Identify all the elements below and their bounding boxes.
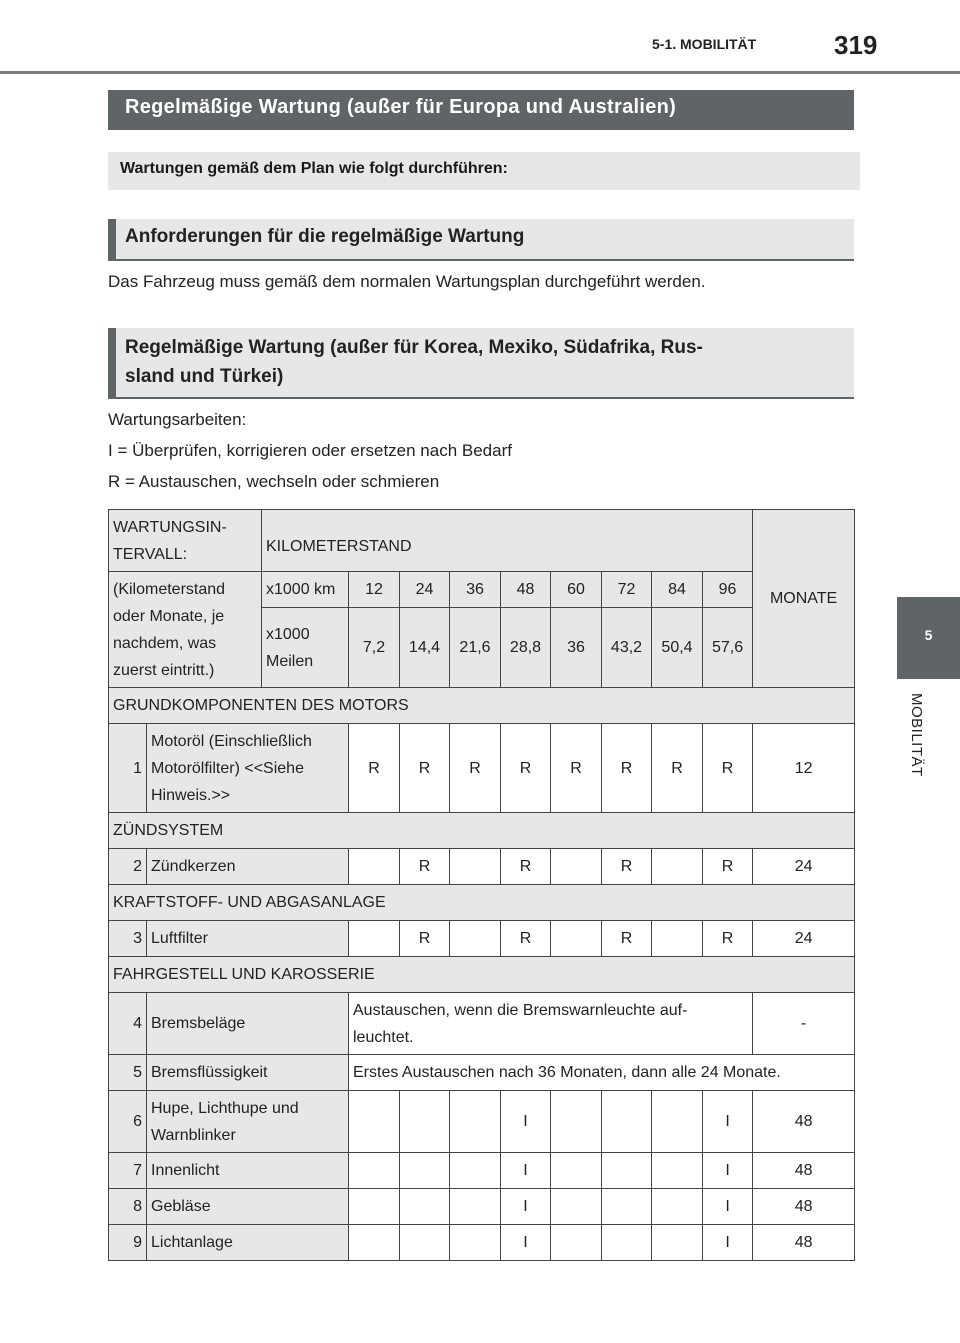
legend-r: R = Austauschen, wechseln oder schmieren: [108, 472, 440, 491]
service-cell: R: [703, 921, 753, 957]
category-row-ignition: ZÜNDSYSTEM: [109, 813, 855, 849]
service-cell: [551, 1225, 602, 1261]
service-cell: R: [602, 849, 652, 885]
service-cell: [551, 1091, 602, 1153]
item-number: 6: [109, 1091, 147, 1153]
item-name: Innenlicht: [147, 1153, 349, 1189]
service-cell: I: [501, 1189, 551, 1225]
service-cell: [450, 1189, 501, 1225]
chapter-tab: 5: [897, 597, 960, 679]
item-name: Zündkerzen: [147, 849, 349, 885]
mi-value: 36: [551, 608, 602, 688]
service-cell: I: [501, 1153, 551, 1189]
mi-value: 21,6: [450, 608, 501, 688]
schedule-heading-line2: sland und Türkei): [125, 366, 284, 387]
section-heading-requirements: Anforderungen für die regelmäßige Wartung: [108, 219, 854, 261]
service-cell: [652, 849, 703, 885]
service-cell: I: [703, 1153, 753, 1189]
km-header: KILOMETERSTAND: [262, 510, 753, 572]
km-value: 96: [703, 572, 753, 608]
service-cell: R: [703, 849, 753, 885]
header-rule: [0, 71, 960, 74]
service-cell: [349, 921, 400, 957]
service-cell: R: [602, 921, 652, 957]
service-cell: [349, 849, 400, 885]
service-cell: [652, 921, 703, 957]
item-name: Lichtanlage: [147, 1225, 349, 1261]
service-cell: I: [703, 1225, 753, 1261]
service-cell: [450, 1225, 501, 1261]
page-number: 319: [834, 30, 878, 60]
service-cell: [602, 1091, 652, 1153]
service-cell: [400, 1189, 450, 1225]
km-value: 84: [652, 572, 703, 608]
legend-i: I = Überprüfen, korrigieren oder ersetzen nach Bedarf: [108, 441, 512, 460]
item-number: 8: [109, 1189, 147, 1225]
category-row-engine: GRUNDKOMPONENTEN DES MOTORS: [109, 688, 855, 724]
service-cell: [450, 849, 501, 885]
km-value: 60: [551, 572, 602, 608]
service-cell: R: [652, 724, 703, 813]
maintenance-table: [108, 509, 855, 1261]
item-number: 2: [109, 849, 147, 885]
service-cell: I: [501, 1225, 551, 1261]
months-header: MONATE: [753, 510, 855, 688]
km-value: 36: [450, 572, 501, 608]
item-number: 1: [109, 724, 147, 813]
service-cell: [602, 1153, 652, 1189]
mi-value: 50,4: [652, 608, 703, 688]
item-name: Gebläse: [147, 1189, 349, 1225]
service-cell: [450, 1153, 501, 1189]
service-cell: [652, 1153, 703, 1189]
service-cell: [450, 921, 501, 957]
months-cell: 48: [753, 1153, 855, 1189]
service-cell: I: [501, 1091, 551, 1153]
service-cell: [652, 1225, 703, 1261]
service-cell: R: [501, 724, 551, 813]
service-cell: [400, 1091, 450, 1153]
service-cell: R: [501, 849, 551, 885]
service-cell: [349, 1091, 400, 1153]
months-cell: 48: [753, 1189, 855, 1225]
months-cell: 24: [753, 921, 855, 957]
item-name: Hupe, Lichthupe und Warnblinker: [147, 1091, 349, 1153]
item-name: Bremsbeläge: [147, 993, 349, 1055]
item-number: 5: [109, 1055, 147, 1091]
item-number: 4: [109, 993, 147, 1055]
service-cell: [652, 1091, 703, 1153]
item-note: Erstes Austauschen nach 36 Monaten, dann alle 24 Monate.: [349, 1055, 855, 1091]
item-name: Motoröl (Einschließlich Motorölfilter) <<Siehe Hinweis.>>: [147, 724, 349, 813]
service-cell: [450, 1091, 501, 1153]
item-number: 7: [109, 1153, 147, 1189]
interval-note: (Kilometerstand oder Monate, je nachdem, was zuerst eintritt.): [109, 572, 262, 688]
service-cell: [349, 1189, 400, 1225]
legend-title: Wartungsarbeiten:: [108, 410, 247, 429]
mi-value: 43,2: [602, 608, 652, 688]
chapter-label: MOBILITÄT: [908, 693, 925, 777]
item-number: 9: [109, 1225, 147, 1261]
service-cell: I: [703, 1189, 753, 1225]
mi-value: 7,2: [349, 608, 400, 688]
service-cell: R: [501, 921, 551, 957]
service-cell: R: [400, 921, 450, 957]
service-cell: [551, 849, 602, 885]
service-cell: [349, 1153, 400, 1189]
item-name: Luftfilter: [147, 921, 349, 957]
service-cell: R: [400, 724, 450, 813]
km-value: 12: [349, 572, 400, 608]
service-cell: R: [349, 724, 400, 813]
service-cell: R: [450, 724, 501, 813]
mi-value: 28,8: [501, 608, 551, 688]
service-cell: I: [703, 1091, 753, 1153]
section-heading-schedule: [108, 328, 854, 399]
page-title: Regelmäßige Wartung (außer für Europa und Australien): [108, 90, 854, 130]
service-cell: [602, 1189, 652, 1225]
service-cell: [349, 1225, 400, 1261]
service-cell: R: [602, 724, 652, 813]
item-name: Bremsflüssigkeit: [147, 1055, 349, 1091]
requirements-text: Das Fahrzeug muss gemäß dem normalen Wartungsplan durchgeführt werden.: [108, 272, 706, 291]
service-cell: R: [551, 724, 602, 813]
km-value: 72: [602, 572, 652, 608]
service-cell: [551, 1189, 602, 1225]
service-cell: [400, 1225, 450, 1261]
category-row-chassis: FAHRGESTELL UND KAROSSERIE: [109, 957, 855, 993]
service-cell: R: [400, 849, 450, 885]
service-cell: [400, 1153, 450, 1189]
item-note: Austauschen, wenn die Bremswarnleuchte auf- leuchtet.: [349, 993, 753, 1055]
section-header: 5-1. MOBILITÄT: [652, 36, 757, 52]
service-cell: R: [703, 724, 753, 813]
months-cell: 48: [753, 1091, 855, 1153]
item-number: 3: [109, 921, 147, 957]
mi-value: 57,6: [703, 608, 753, 688]
months-cell: -: [753, 993, 855, 1055]
km-value: 24: [400, 572, 450, 608]
schedule-heading-line1: Regelmäßige Wartung (außer für Korea, Mexiko, Südafrika, Rus-: [125, 337, 703, 358]
category-row-fuel: KRAFTSTOFF- UND ABGASANLAGE: [109, 885, 855, 921]
months-cell: 48: [753, 1225, 855, 1261]
interval-label: WARTUNGSIN- TERVALL:: [109, 510, 262, 572]
mi-value: 14,4: [400, 608, 450, 688]
km-value: 48: [501, 572, 551, 608]
service-cell: [551, 921, 602, 957]
service-cell: [551, 1153, 602, 1189]
intro-text: Wartungen gemäß dem Plan wie folgt durchführen:: [108, 152, 860, 190]
mi-unit: x1000 Meilen: [262, 608, 349, 688]
service-cell: [652, 1189, 703, 1225]
km-unit: x1000 km: [262, 572, 349, 608]
months-cell: 12: [753, 724, 855, 813]
months-cell: 24: [753, 849, 855, 885]
service-cell: [602, 1225, 652, 1261]
